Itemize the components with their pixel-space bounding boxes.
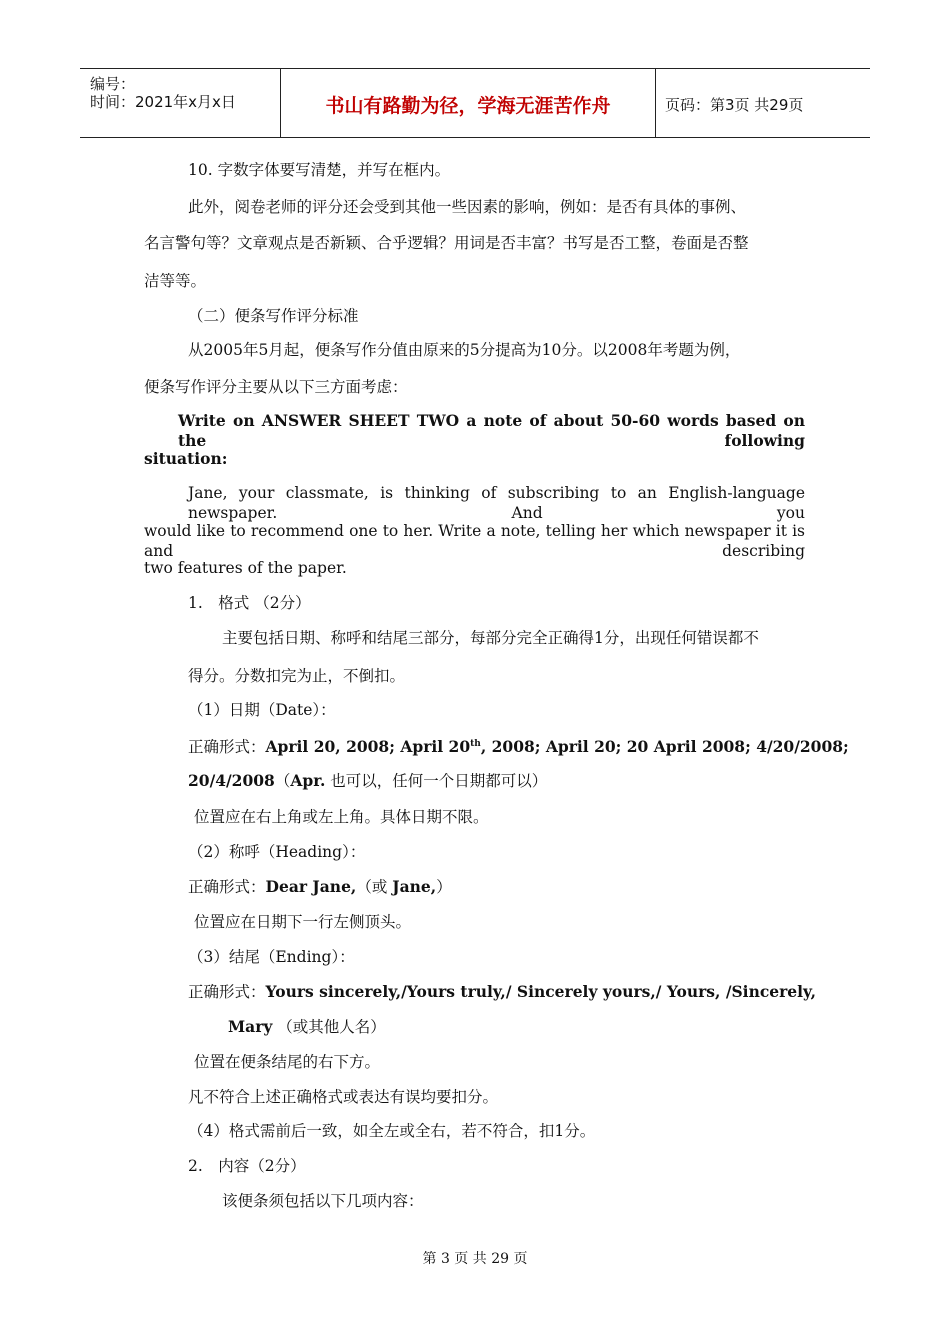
format-desc-1: 主要包括日期、称呼和结尾三部分，每部分完全正确得1分，出现任何错误都不 xyxy=(222,629,759,647)
paragraph-factors-2: 名言警句等？文章观点是否新颖、合乎逻辑？用词是否丰富？书写是否工整，卷面是否整 xyxy=(144,234,749,252)
task-line-2: situation: xyxy=(144,449,228,468)
heading-title: （2）称呼（Heading）： xyxy=(188,843,366,861)
task-line-1: Write on ANSWER SHEET TWO a note of about 50-60 words based on the following xyxy=(178,411,805,450)
motto: 书山有路勤为径，学海无涯苦作舟 xyxy=(325,95,611,117)
date-position: 位置应在右上角或左上角。具体日期不限。 xyxy=(194,808,489,826)
ending-position: 位置在便条结尾的右下方。 xyxy=(194,1053,381,1071)
paragraph-scoring-2: 便条写作评分主要从以下三方面考虑： xyxy=(144,378,408,396)
format-desc-2: 得分。分数扣完为止，不倒扣。 xyxy=(188,667,406,685)
ending-title: （3）结尾（Ending）： xyxy=(188,948,355,966)
ending-forms-line: 正确形式：Yours sincerely,/Yours truly,/ Sincerely yours,/ Yours, /Sincerely, xyxy=(188,982,816,1001)
situation-line-3: two features of the paper. xyxy=(144,559,347,577)
paragraph-factors-3: 洁等等。 xyxy=(144,272,207,290)
heading-position: 位置应在日期下一行左侧顶头。 xyxy=(194,913,412,931)
header-left-cell xyxy=(80,69,280,137)
format-section-title: 1. 格式 （2分） xyxy=(188,594,311,612)
date-label: 正确形式： xyxy=(188,738,266,757)
situation-line-2: would like to recommend one to her. Write a note, telling her which newspaper it is and describing xyxy=(144,522,805,560)
header-center-cell xyxy=(280,69,656,137)
content-section-title: 2. 内容（2分） xyxy=(188,1157,306,1175)
consistency-rule: （4）格式需前后一致，如全左或全右，若不符合，扣1分。 xyxy=(188,1122,596,1140)
date-sup: th xyxy=(470,739,481,749)
time-label: 时间：2021年x月x日 xyxy=(90,93,236,111)
content-desc: 该便条须包括以下几项内容： xyxy=(222,1192,424,1210)
deduction-rule: 凡不符合上述正确格式或表达有误均要扣分。 xyxy=(188,1088,499,1106)
date-forms-line-2: 20/4/2008（Apr. 也可以，任何一个日期都可以） xyxy=(188,771,548,790)
date-title: （1）日期（Date）： xyxy=(188,701,336,719)
date-note: 也可以，任何一个日期都可以） xyxy=(325,772,548,790)
section-heading-note-criteria: （二）便条写作评分标准 xyxy=(188,307,359,325)
paragraph-font-rule: 10. 字数字体要写清楚，并写在框内。 xyxy=(188,161,451,179)
heading-forms-line: 正确形式：Dear Jane,（或 Jane,） xyxy=(188,877,452,896)
paragraph-factors-1: 此外，阅卷老师的评分还会受到其他一些因素的影响，例如：是否有具体的事例、 xyxy=(188,198,747,216)
paragraph-scoring-1: 从2005年5月起，便条写作分值由原来的5分提高为10分。以2008年考题为例， xyxy=(188,341,741,359)
date-forms-c: 20/4/2008 xyxy=(188,771,275,790)
page-label: 页码：第3页 共29页 xyxy=(665,96,804,114)
page-footer: 第 3 页 共 29 页 xyxy=(422,1251,528,1267)
page-header xyxy=(80,68,870,138)
header-right-cell xyxy=(655,69,870,137)
situation-line-1: Jane, your classmate, is thinking of subscribing to an English-language newspaper. And you xyxy=(188,484,805,522)
date-forms-b: , 2008; April 20; 20 April 2008; 4/20/2008; xyxy=(480,737,849,757)
date-forms-line xyxy=(188,734,849,757)
number-label: 编号： xyxy=(90,75,136,93)
date-forms-a: April 20, 2008; April 20 xyxy=(265,737,471,757)
ending-name-line: Mary （或其他人名） xyxy=(228,1017,386,1036)
